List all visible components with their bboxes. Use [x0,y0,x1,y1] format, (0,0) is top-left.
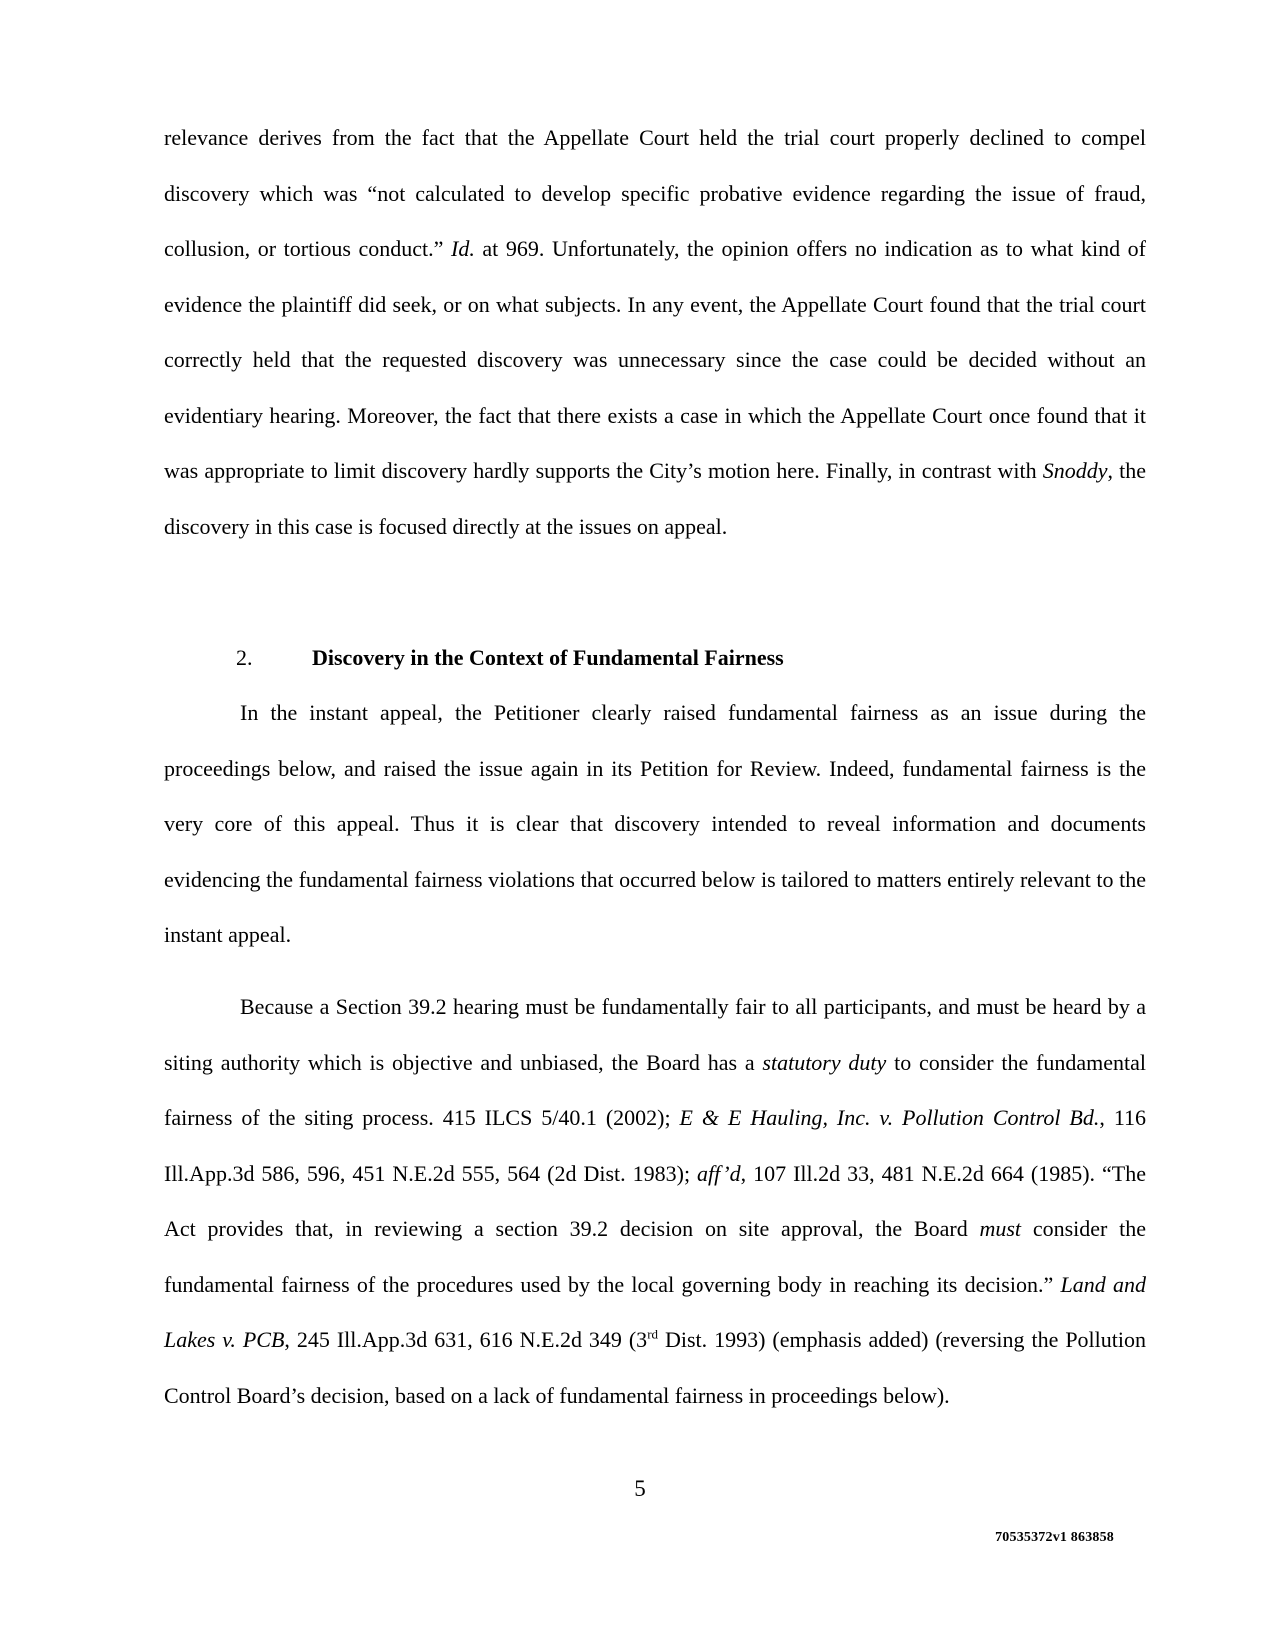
emphasis-must: must [979,1216,1022,1241]
section-heading [164,630,1146,686]
paragraph-text: at 969. Unfortunately, the opinion offers no indication as to what kind of evidence the plaintiff did seek, or on what subjects. In any event, the Appellate Court found that the trial court correctly held that the requested discovery was unnecessary since the case could be decided without an evidentiary hearing. Moreover, the fact that there exists a case in which the Appellate Court once found that it was appropriate to limit discovery hardly supports the City’s motion here. Finally, in contrast with [164,236,1147,483]
emphasis-statutory-duty: statutory duty [762,1049,887,1075]
paragraph-text: , 116 Ill.App.3d 586, 596, 451 N.E.2d 555, 564 (2d Dist. 1983); [164,1105,1147,1186]
case-name-land-and-lakes: Land and Lakes v. PCB [164,1271,1146,1352]
paragraph-text: relevance derives from the fact that the Appellate Court held the trial court properly declined to compel discovery which was “not calculated to develop specific probative evidence regarding the issue of fraud, collusion, or tortious conduct.” [164,125,1146,261]
paragraph-text: , 107 Ill.2d 33, 481 N.E.2d 664 (1985). “The Act provides that, in reviewing a section 39.2 decision on site approval, the Board [164,1160,1146,1241]
page-number: 5 [634,1476,646,1501]
paragraph-text: , 245 Ill.App.3d 631, 616 N.E.2d 349 (3 [284,1327,648,1352]
paragraph-text: Dist. 1993) (emphasis added) (reversing the Pollution Control Board’s decision, based on a lack of fundamental fairness in proceedings below). [164,1327,1146,1408]
citation-affd: aff’d [697,1160,741,1186]
case-name-snoddy: Snoddy [1042,458,1108,483]
section-title: Discovery in the Context of Fundamental Fairness [312,645,784,670]
document-id: 70535372v1 863858 [995,1530,1114,1545]
paragraph-text: Because a Section 39.2 hearing must be fundamentally fair to all participants, and must be heard by a siting authority which is objective and unbiased, the Board has a [164,994,1146,1075]
ordinal-superscript: rd [647,1326,659,1342]
citation-id: Id. [451,236,475,261]
paragraph-text: to consider the fundamental fairness of the siting process. 415 ILCS 5/40.1 (2002); [164,1049,1146,1130]
paragraph-snoddy-discussion [164,110,1146,554]
case-name-e-e-hauling: E & E Hauling, Inc. v. Pollution Control Bd. [679,1105,1100,1130]
paragraph-text: , the discovery in this case is focused directly at the issues on appeal. [164,458,1146,539]
paragraph-section-39-2 [164,979,1146,1423]
paragraph-instant-appeal: In the instant appeal, the Petitioner clearly raised fundamental fairness as an issue during the proceedings below, and raised the issue again in its Petition for Review. Indeed, fundamental fairness is the very core of this appeal. Thus it is clear that discovery intended to reveal information and documents evidencing the fundamental fairness violations that occurred below is tailored to matters entirely relevant to the instant appeal. [164,700,1146,947]
paragraph-text: consider the fundamental fairness of the procedures used by the local governing body in reaching its decision.” [164,1216,1146,1297]
section-number: 2. [236,645,253,670]
